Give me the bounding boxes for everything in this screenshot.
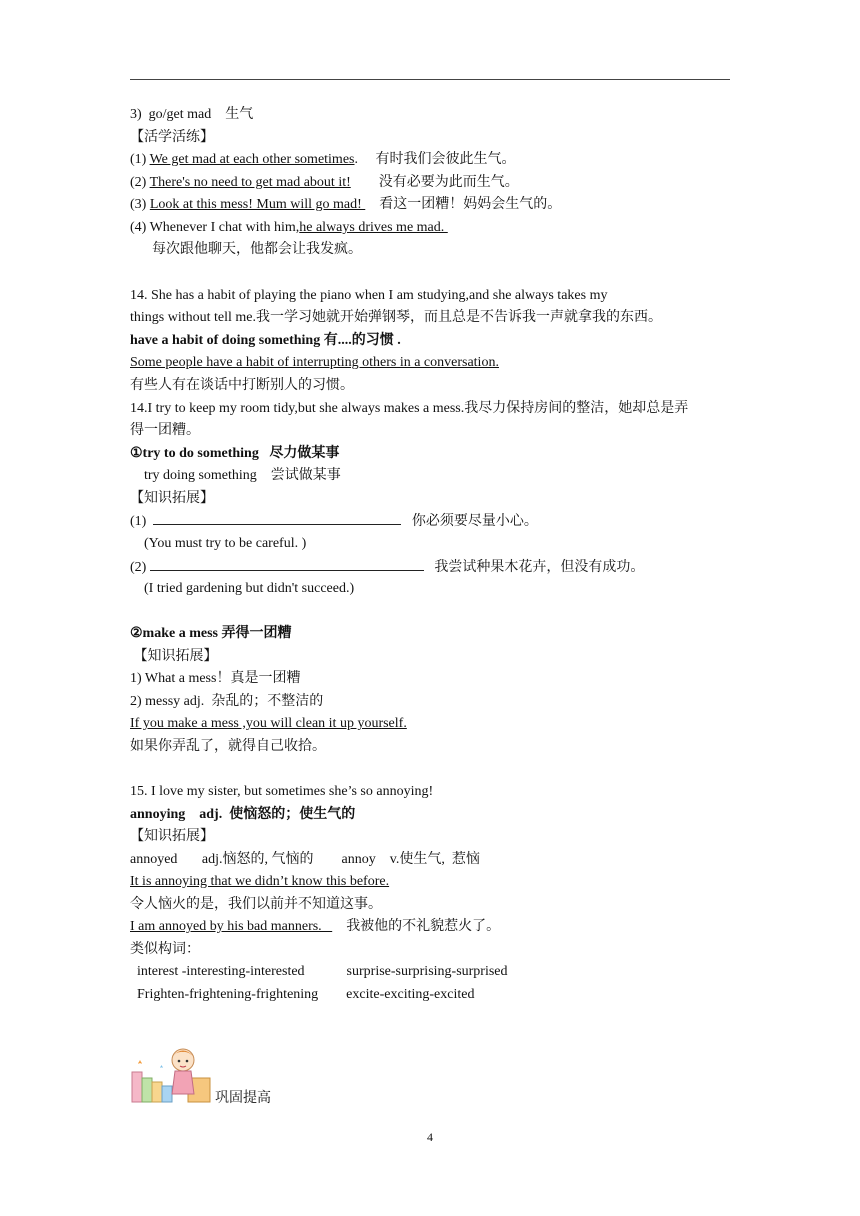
mess-line-1: 1) What a mess！真是一团糟	[130, 671, 301, 686]
make-a-mess-heading: ②make a mess 弄得一团糟	[130, 626, 292, 641]
practice-item-3: (3) Look at this mess! Mum will go mad! 看这一团糟！妈妈会生气的。	[130, 197, 562, 212]
mess-line-2: 2) messy adj. 杂乱的；不整洁的	[130, 694, 324, 709]
s14b-line1: 14.I try to keep my room tidy,but she always makes a mess.我尽力保持房间的整洁，她却总是弄	[130, 401, 689, 416]
header-rule	[130, 79, 730, 80]
annoying-example-cn: 令人恼火的是，我们以前并不知道这事。	[130, 897, 382, 912]
page-number: 4	[427, 1130, 433, 1144]
similar-words-1: interest -interesting-interested surprise-surprising-surprised	[130, 964, 508, 979]
habit-phrase: have a habit of doing something 有....的习惯 .	[130, 333, 401, 348]
annoying-phrase: annoying adj. 使恼怒的；使生气的	[130, 807, 356, 822]
similar-words-2: Frighten-frightening-frightening excite-exciting-excited	[130, 987, 475, 1002]
exercise-2: (2) 我尝试种果木花卉，但没有成功。	[130, 560, 645, 575]
s14b-line2: 得一团糟。	[130, 423, 200, 438]
try-to-do-phrase: ①try to do something 尽力做某事	[130, 446, 340, 461]
s15-line: 15. I love my sister, but sometimes she’s so annoying!	[130, 784, 434, 799]
practice-tag: 【活学活练】	[130, 130, 214, 145]
knowledge-ext-tag-2: 【知识拓展】	[130, 649, 218, 664]
fill-blank-1[interactable]	[153, 512, 401, 525]
knowledge-ext-tag-3: 【知识拓展】	[130, 829, 214, 844]
annoy-words: annoyed adj.恼怒的, 气恼的 annoy v.使生气, 惹恼	[130, 852, 480, 867]
practice-item-4-cn: 每次跟他聊天，他都会让我发疯。	[152, 242, 362, 257]
knowledge-ext-tag-1: 【知识拓展】	[130, 491, 214, 506]
s3-heading: 3) go/get mad 生气	[130, 107, 254, 122]
student-books-illustration	[130, 1042, 214, 1104]
exercise-1: (1) 你必须要尽量小心。	[130, 514, 538, 529]
mess-example-cn: 如果你弄乱了，就得自己收拾。	[130, 739, 326, 754]
similar-tag: 类似构词：	[130, 942, 200, 957]
habit-example: Some people have a habit of interrupting others in a conversation.	[130, 355, 499, 370]
s14a-line2: things without tell me.我一学习她就开始弹钢琴，而且总是不告诉我一声就拿我的东西。	[130, 310, 662, 325]
try-doing-phrase: try doing something 尝试做某事	[130, 468, 341, 483]
practice-item-4: (4) Whenever I chat with him,he always drives me mad.	[130, 220, 448, 235]
exercise-2-en: (I tried gardening but didn't succeed.)	[130, 581, 355, 596]
mess-example: If you make a mess ,you will clean it up yourself.	[130, 716, 407, 731]
fill-blank-2[interactable]	[150, 558, 424, 571]
practice-item-1: (1) We get mad at each other sometimes. 有时我们会彼此生气。	[130, 152, 516, 167]
annoying-example: It is annoying that we didn’t know this before.	[130, 874, 390, 889]
habit-example-cn: 有些人有在谈话中打断别人的习惯。	[130, 378, 354, 393]
practice-item-2: (2) There's no need to get mad about it! 没有必要为此而生气。	[130, 175, 519, 190]
s14a-line1: 14. She has a habit of playing the piano when I am studying,and she always takes my	[130, 288, 608, 303]
consolidate-label: 巩固提高	[215, 1091, 271, 1106]
exercise-1-en: (You must try to be careful. )	[130, 536, 307, 551]
annoyed-example: I am annoyed by his bad manners. 我被他的不礼貌惹火了。	[130, 919, 501, 934]
